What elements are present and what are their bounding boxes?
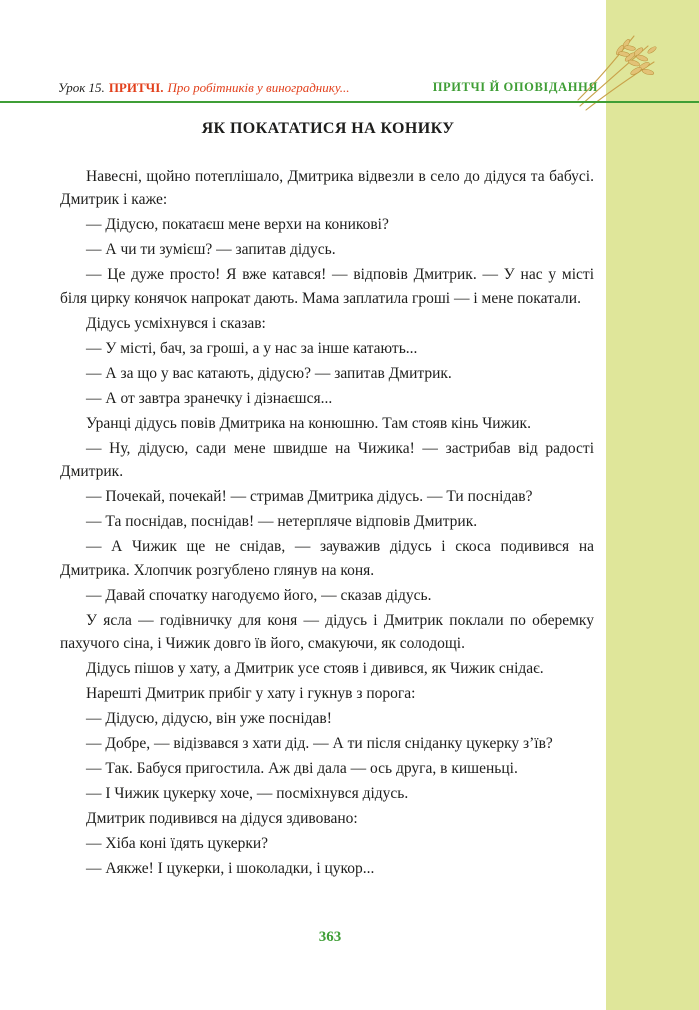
- paragraph: — Аякже! І цукерки, і шоколадки, і цукор...: [86, 860, 375, 878]
- paragraph: — Почекай, почекай! — стримав Дмитрика дідусь. — Ти поснідав?: [86, 488, 533, 506]
- page-number: 363: [318, 929, 342, 945]
- paragraph: — Ну, дідусю, сади мене швидше на Чижика! — застрибав від радості Дмитрик.: [60, 439, 594, 481]
- paragraph: — А за що у вас катають, дідусю? — запитав Дмитрик.: [86, 364, 452, 382]
- lesson-info: [58, 80, 350, 96]
- paragraph: — Дідусю, дідусю, він уже поснідав!: [86, 710, 332, 728]
- header-divider: [0, 101, 699, 103]
- paragraph: — Давай спочатку нагодуємо його, — сказав дідусь.: [86, 586, 432, 604]
- paragraph: Навесні, щойно потеплішало, Дмитрика відвезли в село до дідуся та бабусі. Дмитрик і каже:: [60, 168, 594, 209]
- story-body: [60, 165, 594, 882]
- paragraph: — А Чижик ще не снідав, — зауважив дідусь і скоса подивився на Дмитрика. Хлопчик розгублено глянув на коня.: [60, 538, 594, 579]
- paragraph: У ясла — годівничку для коня — дідусь і Дмитрик поклали по оберемку пахучого сіна, і Чижик довго їв його, смакуючи, як солодощі.: [60, 611, 594, 653]
- paragraph: Дідусь усміхнувся і сказав:: [86, 314, 266, 332]
- paragraph: — І Чижик цукерку хоче, — посміхнувся дідусь.: [86, 785, 409, 803]
- paragraph: Нарешті Дмитрик прибіг у хату і гукнув з порога:: [86, 685, 416, 703]
- side-margin-strip: [606, 0, 699, 1010]
- paragraph: — А от завтра зранечку і дізнаєшся...: [86, 389, 333, 407]
- lesson-genre: ПРИТЧІ.: [108, 80, 164, 95]
- paragraph: Дмитрик подивився на дідуся здивовано:: [86, 810, 358, 828]
- section-title: ПРИТЧІ Й ОПОВІДАННЯ: [432, 80, 598, 94]
- story-title: ЯК ПОКАТАТИСЯ НА КОНИКУ: [201, 120, 455, 137]
- page-header: [58, 80, 598, 100]
- paragraph: Уранці дідусь повів Дмитрика на конюшню. Там стояв кінь Чижик.: [86, 414, 531, 432]
- paragraph: — Так. Бабуся пригостила. Аж дві дала — ось друга, в кишеньці.: [86, 760, 518, 778]
- paragraph: — У місті, бач, за гроші, а у нас за інше катають...: [86, 339, 418, 357]
- paragraph: — Хіба коні їдять цукерки?: [86, 835, 269, 853]
- paragraph: Дідусь пішов у хату, а Дмитрик усе стояв і дивився, як Чижик снідає.: [86, 660, 544, 678]
- lesson-topic: Про робітників у винограднику...: [167, 80, 350, 95]
- paragraph: — А чи ти зумієш? — запитав дідусь.: [86, 241, 336, 259]
- paragraph: — Та поснідав, поснідав! — нетерпляче відповів Дмитрик.: [86, 513, 478, 531]
- paragraph: — Дідусю, покатаєш мене верхи на коникові?: [86, 216, 389, 234]
- paragraph: — Добре, — відізвався з хати дід. — А ти після сніданку цукерку з’їв?: [86, 735, 553, 753]
- paragraph: — Це дуже просто! Я вже катався! — відповів Дмитрик. — У нас у місті біля цирку конячок напрокат дають. Мама заплатила гроші — і мене покатали.: [60, 266, 594, 307]
- lesson-number: Урок 15.: [58, 80, 105, 95]
